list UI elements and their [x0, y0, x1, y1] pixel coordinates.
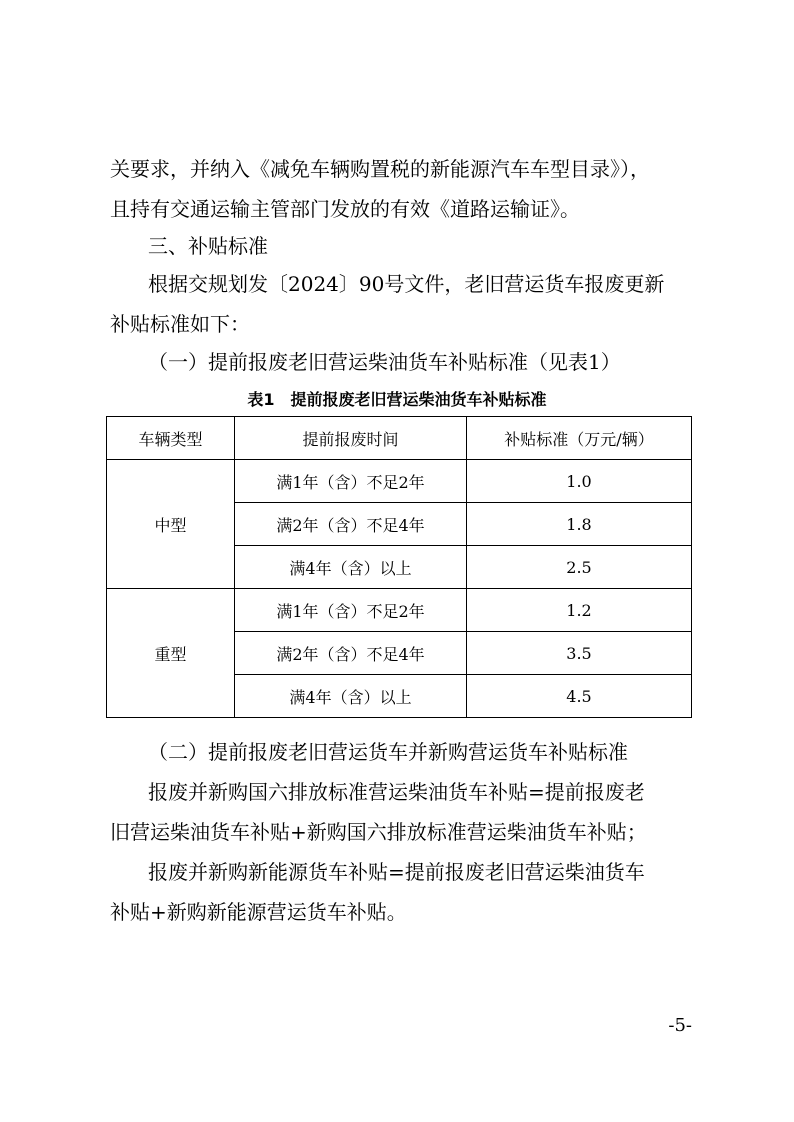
subsection-heading: （二）提前报废老旧营运货车并新购营运货车补贴标准 — [148, 740, 628, 764]
table-row — [107, 460, 692, 503]
table-header-row — [107, 417, 692, 460]
vehicle-type-cell: 中型 — [107, 460, 235, 589]
period-cell: 满2年（含）不足4年 — [235, 632, 467, 675]
amount-cell: 1.8 — [467, 503, 692, 546]
section-heading: 三、补贴标准 — [148, 234, 268, 258]
paragraph-line: 报废并新购新能源货车补贴=提前报废老旧营运柴油货车 — [148, 860, 645, 884]
period-cell: 满1年（含）不足2年 — [235, 460, 467, 503]
table-row — [107, 589, 692, 632]
amount-cell: 3.5 — [467, 632, 692, 675]
paragraph-line: 报废并新购国六排放标准营运柴油货车补贴=提前报废老 — [148, 780, 645, 804]
period-cell: 满1年（含）不足2年 — [235, 589, 467, 632]
paragraph-line: 且持有交通运输主管部门发放的有效《道路运输证》。 — [110, 197, 580, 221]
amount-cell: 2.5 — [467, 546, 692, 589]
page-number: -5- — [668, 1015, 692, 1036]
header-subsidy-amount: 补贴标准（万元/辆） — [467, 417, 692, 460]
period-cell: 满4年（含）以上 — [235, 546, 467, 589]
paragraph-line: 补贴标准如下： — [110, 312, 250, 336]
period-cell: 满4年（含）以上 — [235, 675, 467, 718]
period-cell: 满2年（含）不足4年 — [235, 503, 467, 546]
subsidy-table — [106, 416, 692, 718]
header-vehicle-type: 车辆类型 — [107, 417, 235, 460]
subsection-heading: （一）提前报废老旧营运柴油货车补贴标准（见表1） — [148, 350, 621, 374]
paragraph-line: 旧营运柴油货车补贴+新购国六排放标准营运柴油货车补贴； — [110, 820, 647, 844]
header-scrap-period: 提前报废时间 — [235, 417, 467, 460]
paragraph-line: 补贴+新购新能源营运货车补贴。 — [110, 900, 407, 924]
amount-cell: 4.5 — [467, 675, 692, 718]
amount-cell: 1.0 — [467, 460, 692, 503]
amount-cell: 1.2 — [467, 589, 692, 632]
vehicle-type-cell: 重型 — [107, 589, 235, 718]
paragraph-line: 根据交规划发〔2024〕90号文件，老旧营运货车报废更新 — [148, 272, 665, 296]
paragraph-line: 关要求，并纳入《减免车辆购置税的新能源汽车车型目录》）， — [110, 157, 650, 181]
table-caption: 表1 提前报废老旧营运柴油货车补贴标准 — [247, 390, 547, 409]
